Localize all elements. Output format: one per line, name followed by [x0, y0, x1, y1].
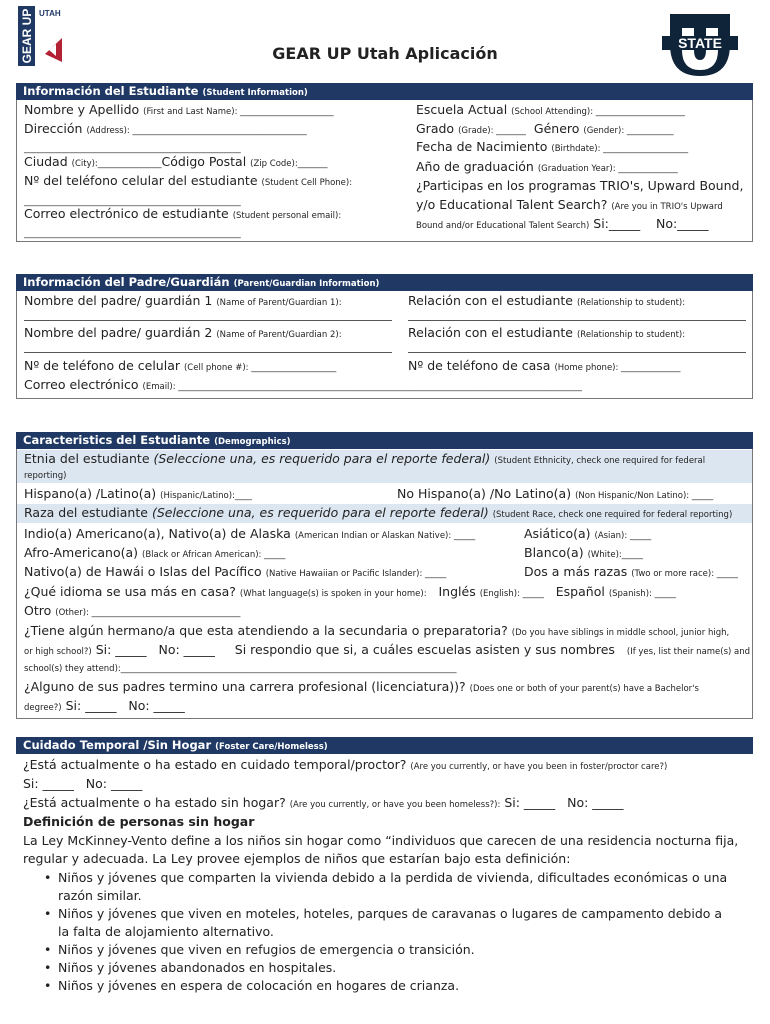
student-info-section — [16, 100, 753, 242]
language-question[interactable] — [24, 584, 676, 602]
address-line-2[interactable]: ___________________________________________________ — [24, 144, 241, 154]
instr: (Seleccione una, es requerido para el reporte federal) — [153, 451, 491, 466]
label-en: (American Indian or Alaskan Native): _____ — [294, 531, 476, 541]
parent2-line[interactable] — [24, 352, 392, 353]
race-label — [24, 505, 732, 523]
bullet-item: • Niños y jóvenes abandonados en hospitales. — [42, 959, 732, 977]
label: Afro-Americano(a) — [24, 545, 139, 560]
label: ¿Está actualmente o ha estado sin hogar? — [23, 795, 286, 810]
foster-header-text: Cuidado Temporal /Sin Hogar — [23, 738, 212, 752]
label: Nº de teléfono de celular — [24, 358, 180, 373]
label-en: (Non Hispanic/Non Latino): _____ — [575, 491, 714, 501]
label-en: (Asian): _____ — [594, 531, 652, 541]
student-address-field[interactable] — [24, 121, 307, 139]
hispanic-option[interactable] — [24, 486, 252, 504]
label-en: (First and Last Name): ______________________ — [143, 107, 334, 117]
label-en: (Name of Parent/Guardian 1): — [216, 298, 342, 308]
label: Grado — [416, 121, 455, 136]
label-en: (Other): ___________________________________ — [55, 608, 241, 618]
label-en: (Student Cell Phone): — [261, 178, 353, 188]
label: y/o Educational Talent Search? — [416, 197, 608, 212]
sib-ask: Si respondio que si, a cuáles escuelas asisten y sus nombres — [234, 642, 615, 657]
parent-header-text: Información del Padre/Guardián — [23, 275, 230, 289]
label: Correo electrónico de estudiante — [24, 206, 229, 221]
sib-no-option[interactable]: No: _____ — [158, 642, 215, 657]
label: Nº de teléfono de casa — [408, 358, 551, 373]
trio-si-option[interactable]: Si:_____ — [593, 216, 641, 231]
label: ¿Está actualmente o ha estado en cuidado temporal/proctor? — [23, 757, 407, 772]
label: Asiático(a) — [524, 526, 591, 541]
student-header-text: Información del Estudiante — [23, 84, 199, 98]
label: Relación con el estudiante — [408, 293, 573, 308]
label-en: (Student Ethnicity, check one required for federal — [494, 456, 706, 466]
demo-header-text: Caracteristics del Estudiante — [23, 433, 211, 447]
label-en: (White):_____ — [587, 550, 644, 560]
label: Nombre y Apellido — [24, 102, 140, 117]
label: Raza del estudiante — [24, 505, 148, 520]
label: Hispano(a) /Latino(a) — [24, 486, 157, 501]
espanol-option[interactable]: (Spanish): _____ — [608, 589, 676, 599]
label: Fecha de Nacimiento — [416, 139, 548, 154]
label-en: (Graduation Year): ______________ — [537, 164, 678, 174]
bullet-item: • Niños y jóvenes que viven en refugios de emergencia o transición. — [42, 941, 732, 959]
label-en: (Two or more race): _____ — [631, 569, 739, 579]
demographics-header — [16, 432, 753, 449]
definition-line-1: La Ley McKinney-Vento define a los niños sin hogar como “individuos que carecen de una residencia nocturna fija, — [23, 833, 739, 848]
label: Relación con el estudiante — [408, 325, 573, 340]
label: ¿Tiene algún hermano/a que esta atendiendo a la secundaria o preparatoria? — [24, 623, 508, 638]
label-en: (Are you currently, or have you been in foster/proctor care?) — [410, 762, 668, 772]
parent-info-header — [16, 274, 753, 291]
label-en: degree?) — [24, 703, 62, 713]
parent-degree-answer[interactable] — [24, 698, 185, 716]
label-en: (Cell phone #): ____________________ — [183, 363, 337, 373]
state-wordmark: STATE — [678, 35, 722, 51]
label: Otro — [24, 603, 52, 618]
label-en: (Are you in TRIO's Upward — [611, 202, 723, 212]
school-field[interactable] — [416, 102, 685, 120]
label: Blanco(a) — [524, 545, 584, 560]
label: Dos a más razas — [524, 564, 628, 579]
parent-degree-question — [24, 679, 699, 697]
parent-email-field[interactable] — [24, 377, 582, 395]
parent-header-en: (Parent/Guardian Information) — [233, 279, 380, 289]
label: Año de graduación — [416, 159, 534, 174]
homeless-no-option[interactable]: No: _____ — [567, 795, 624, 810]
american-indian-option[interactable] — [24, 526, 475, 544]
homeless-definition-title: Definición de personas sin hogar — [23, 814, 255, 829]
demographics-section — [16, 449, 753, 719]
label: Nombre del padre/ guardián 2 — [24, 325, 213, 340]
label-en: (School Attending): _____________________ — [511, 107, 686, 117]
gender-label: Género — [533, 121, 580, 136]
label: No Hispano(a) /No Latino(a) — [397, 486, 572, 501]
label: Ciudad — [24, 154, 68, 169]
parent2-name-field[interactable] — [24, 325, 342, 343]
label-en: (Are you currently, or have you been homeless?): — [289, 800, 501, 810]
label-en: (Email): _______________________________________________________________________________________________ — [142, 382, 583, 392]
zip-label: Código Postal — [161, 154, 247, 169]
bullet-item: • Niños y jóvenes que viven en moteles, hoteles, parques de caravanas o lugares de campamento debido a la falta de alojamiento alternativo. — [42, 905, 732, 941]
black-option[interactable] — [24, 545, 285, 563]
student-cell-field[interactable] — [24, 173, 352, 191]
other-language-field[interactable] — [24, 603, 240, 621]
foster-homeless-header — [16, 737, 753, 754]
label-en: (Student Race, check one required for federal reporting) — [492, 510, 733, 520]
label: Correo electrónico — [24, 377, 139, 392]
homeless-question[interactable] — [23, 795, 624, 813]
foster-no-option[interactable]: No: _____ — [85, 776, 143, 791]
foster-question — [23, 757, 667, 775]
parent-info-section — [16, 291, 753, 399]
cell-line[interactable]: ___________________________________________________ — [24, 197, 241, 207]
race-row — [17, 504, 752, 523]
homeless-si-option[interactable]: Si: _____ — [504, 795, 556, 810]
grad-year-field[interactable] — [416, 159, 678, 177]
label-en: (Home phone): ______________ — [554, 363, 681, 373]
trio-question-1: ¿Participas en los programas TRIO's, Upward Bound, — [416, 178, 744, 193]
label-en: (City):_______________ — [71, 159, 162, 169]
label-en: (Grade): _______ — [458, 126, 526, 136]
label-en: (Relationship to student): — [576, 330, 686, 340]
definition-line-2: regular y adecuada. La Ley provee ejemplos de niños que estarían bajo esta definición: — [23, 851, 571, 866]
utah-small-text: UTAH — [39, 9, 61, 18]
foster-answer[interactable] — [23, 776, 142, 792]
asian-option[interactable] — [524, 526, 651, 544]
student-city-zip-field[interactable] — [24, 154, 327, 172]
relationship2-line[interactable] — [408, 352, 746, 353]
siblings-answer[interactable] — [24, 642, 750, 660]
zip-en: (Zip Code):_______ — [250, 159, 328, 169]
trio-answer[interactable] — [416, 216, 709, 234]
two-or-more-option[interactable] — [524, 564, 738, 582]
parent1-name-field[interactable] — [24, 293, 342, 311]
label-en: (What language(s) is spoken in your home): — [239, 589, 427, 599]
siblings-question — [24, 623, 729, 641]
ingles-label: Inglés — [438, 584, 476, 599]
label-en: Bound and/or Educational Talent Search) — [416, 221, 590, 231]
white-option[interactable] — [524, 545, 643, 563]
relationship1-line[interactable] — [408, 320, 746, 321]
sib-si-option[interactable]: Si: _____ — [95, 642, 147, 657]
ingles-option[interactable]: (English): _____ — [479, 589, 544, 599]
label-en: (Name of Parent/Guardian 2): — [216, 330, 342, 340]
bullet-item: • Niños y jóvenes en espera de colocación en hogares de crianza. — [42, 977, 732, 995]
ethnicity-row — [17, 450, 752, 483]
label-en: (Birthdate): ____________________ — [551, 144, 689, 154]
foster-homeless-section — [16, 754, 753, 1020]
student-info-header — [16, 83, 753, 100]
gearup-vertical-text: GEAR UP — [20, 8, 34, 64]
student-name-field[interactable] — [24, 102, 334, 120]
label-en: (Do you have siblings in middle school, junior high, — [511, 628, 730, 638]
label-en: (Student personal email): — [232, 211, 342, 221]
label: Etnia del estudiante — [24, 451, 150, 466]
definition-bullets — [42, 869, 732, 995]
relationship2-field[interactable] — [408, 325, 685, 343]
parent-home-phone-field[interactable] — [408, 358, 681, 376]
birthdate-field[interactable] — [416, 139, 688, 157]
trio-question-2 — [416, 197, 723, 215]
sib-ask-en: (If yes, list their name(s) and — [626, 647, 751, 657]
label-en: or high school?) — [24, 647, 92, 657]
student-header-en: (Student Information) — [202, 88, 308, 98]
parent-cell-field[interactable] — [24, 358, 336, 376]
parent1-line[interactable] — [24, 320, 392, 321]
label: Nº del teléfono celular del estudiante — [24, 173, 258, 188]
instr: (Seleccione una, es requerido para el reporte federal) — [151, 505, 489, 520]
label-en: (Hispanic/Latino):____ — [160, 491, 252, 501]
label-en: (Does one or both of your parent(s) have a Bachelor's — [469, 684, 699, 694]
label: Dirección — [24, 121, 83, 136]
page-title: GEAR UP Utah Aplicación — [272, 44, 498, 63]
label: Indio(a) Americano(a), Nativo(a) de Alaska — [24, 526, 291, 541]
email-line[interactable]: ___________________________________________________ — [24, 229, 241, 239]
label-en: (Address): _________________________________________ — [86, 126, 307, 136]
label: ¿Qué idioma se usa más en casa? — [24, 584, 236, 599]
espanol-label: Español — [555, 584, 605, 599]
bullet-item: • Niños y jóvenes que comparten la vivienda debido a la perdida de vivienda, dificultades económicas o una razón similar. — [42, 869, 732, 905]
label-en: (Relationship to student): — [576, 298, 686, 308]
ethnicity-en-2: reporting) — [24, 471, 67, 481]
gender-en: (Gender): ___________ — [583, 126, 674, 136]
pacific-islander-option[interactable] — [24, 564, 446, 582]
foster-si-option[interactable]: Si: _____ — [23, 776, 74, 791]
label: Nombre del padre/ guardián 1 — [24, 293, 213, 308]
student-email-field[interactable] — [24, 206, 341, 224]
label-en: (Black or African American): _____ — [142, 550, 286, 560]
siblings-schools-field[interactable]: school(s) they attend):_______________________________________________________________________________ — [24, 664, 457, 674]
foster-header-en: (Foster Care/Homeless) — [215, 742, 328, 752]
non-hispanic-option[interactable] — [397, 486, 713, 504]
deg-no-option[interactable]: No: _____ — [128, 698, 185, 713]
label: ¿Alguno de sus padres termino una carrera profesional (licenciatura))? — [24, 679, 466, 694]
label: Escuela Actual — [416, 102, 508, 117]
grade-gender-field[interactable] — [416, 121, 674, 139]
ethnicity-label — [24, 451, 705, 469]
label-en: (Native Hawaiian or Pacific Islander): _____ — [265, 569, 447, 579]
deg-si-option[interactable]: Si: _____ — [65, 698, 117, 713]
trio-no-option[interactable]: No:_____ — [656, 216, 709, 231]
demo-header-en: (Demographics) — [214, 437, 291, 447]
relationship1-field[interactable] — [408, 293, 685, 311]
label: Nativo(a) de Hawái o Islas del Pacífico — [24, 564, 262, 579]
